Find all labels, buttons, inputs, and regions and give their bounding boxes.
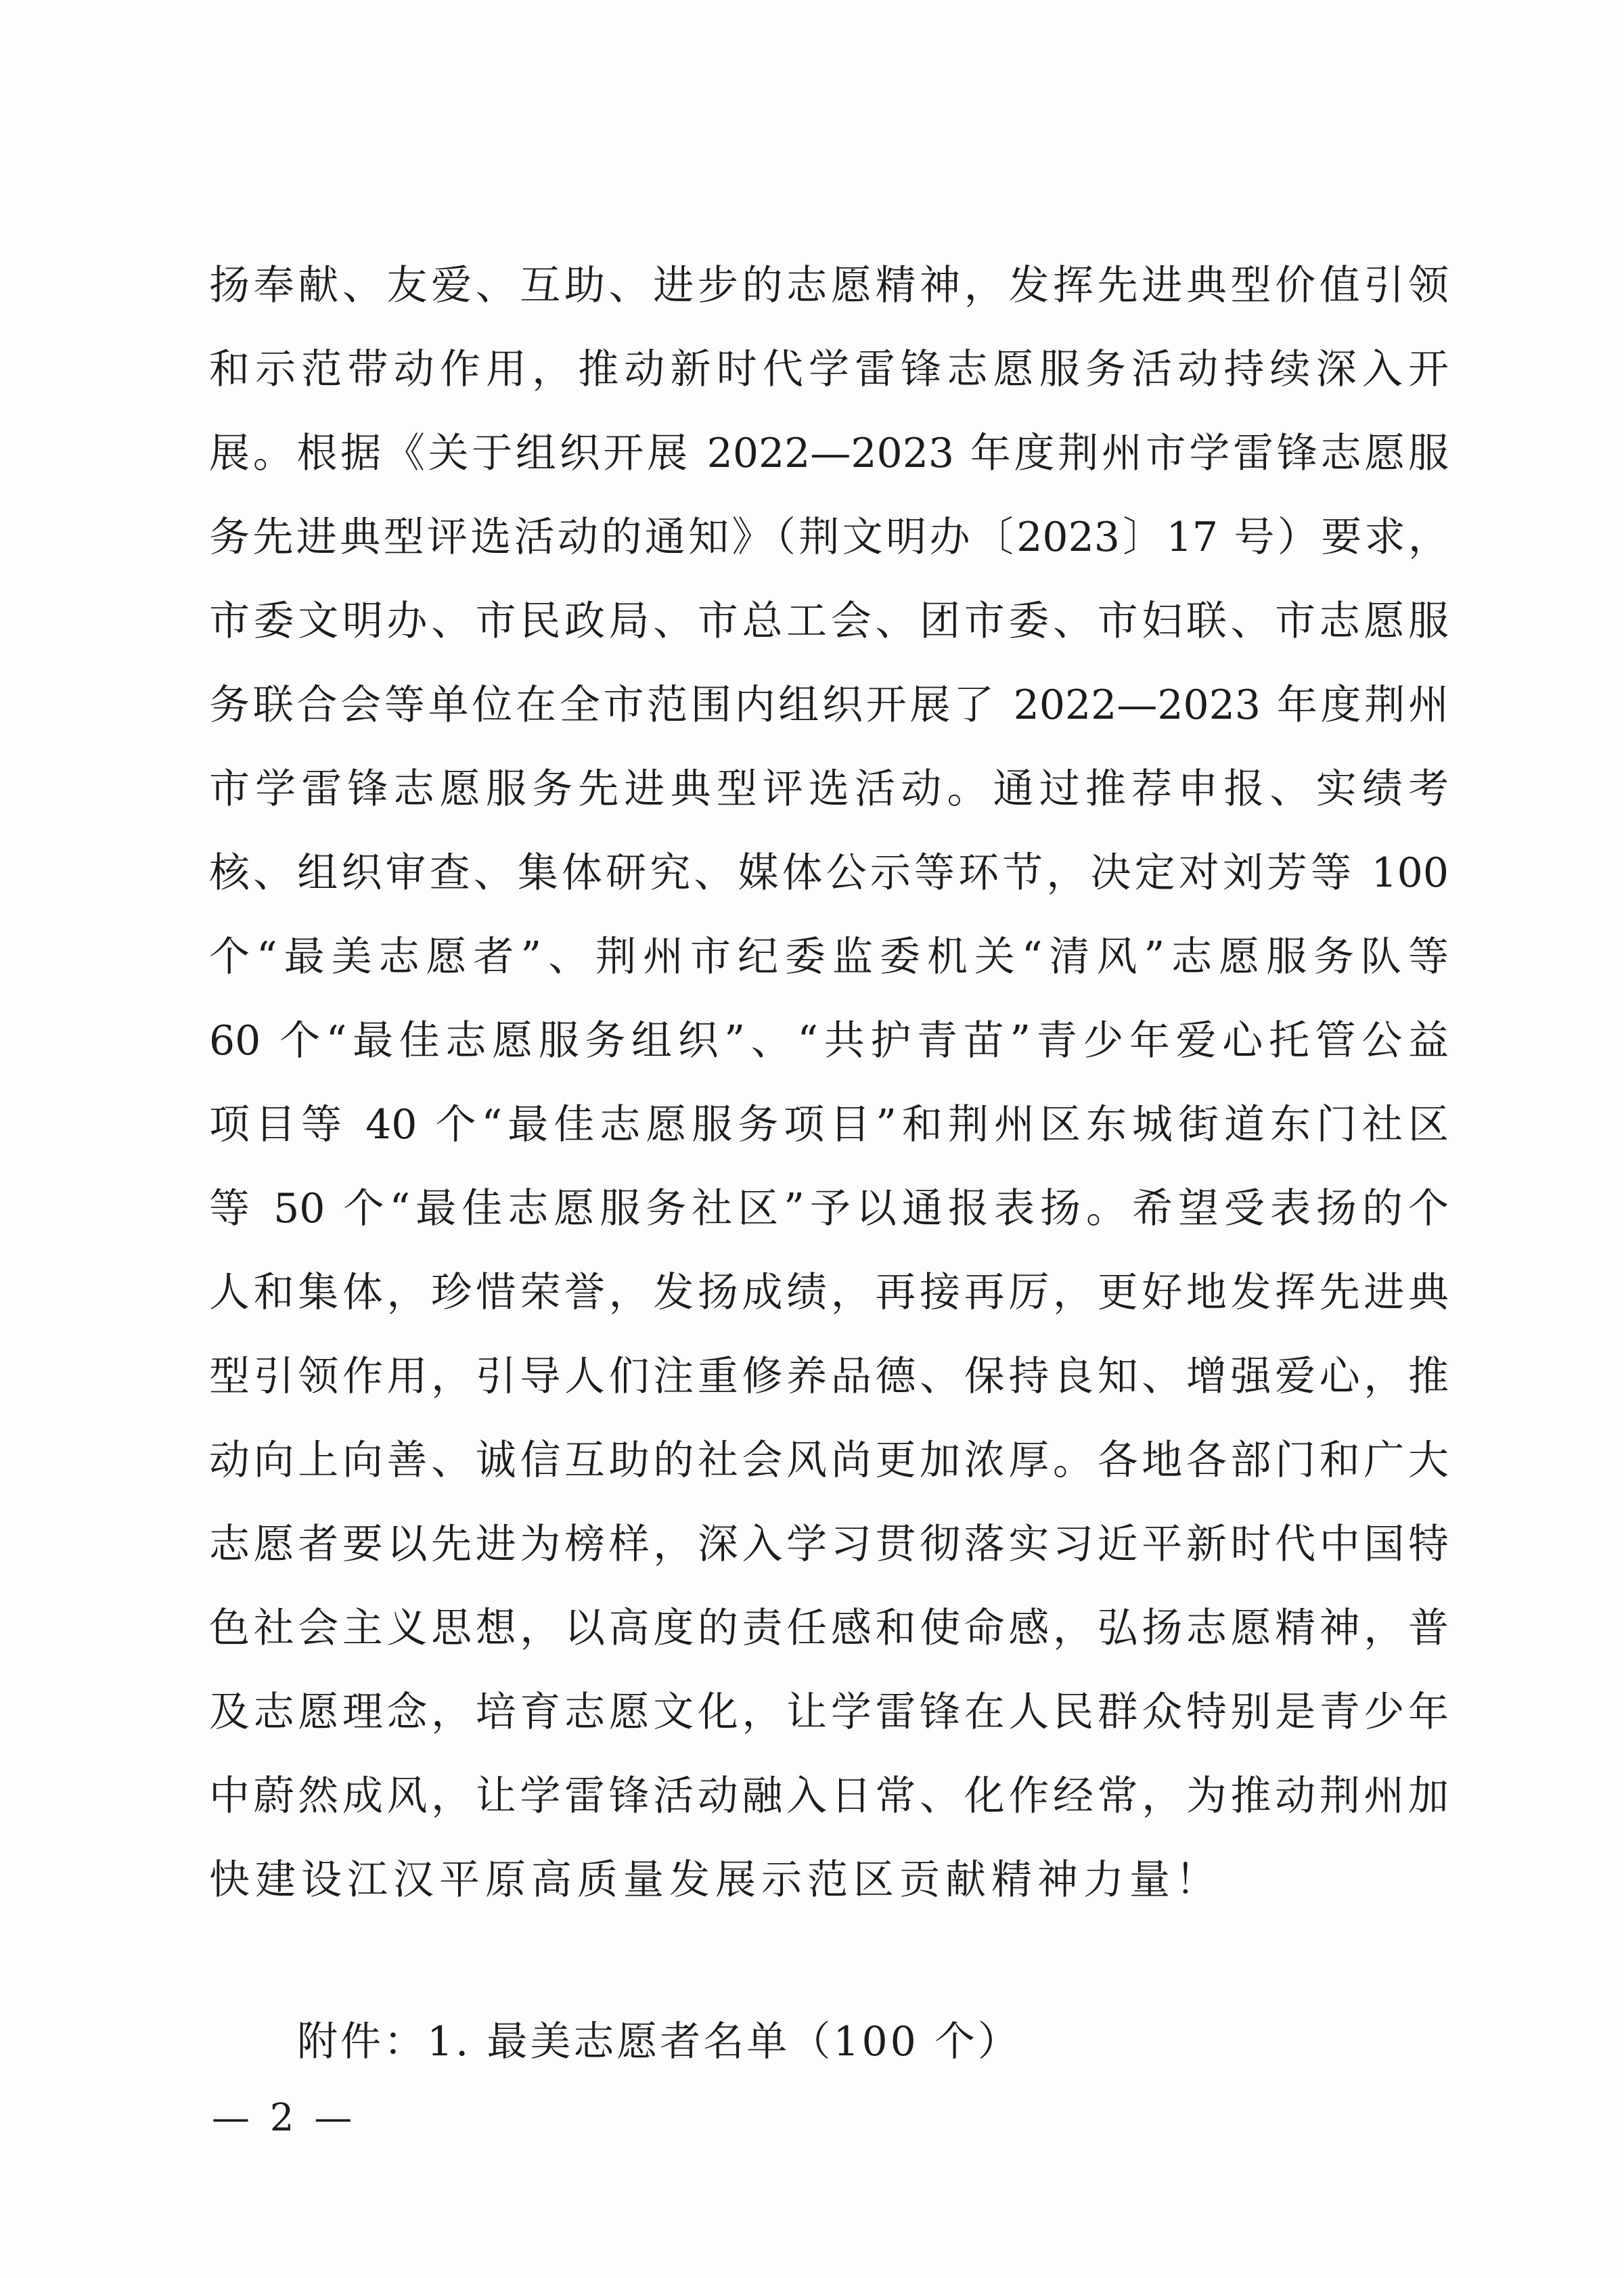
text-line: 个“最美志愿者”、荆州市纪委监委机关“清风”志愿服务队等	[209, 933, 1449, 981]
text-line: 动向上向善、诚信互助的社会风尚更加浓厚。各地各部门和广大	[209, 1437, 1449, 1484]
text-line: 人和集体，珍惜荣誉，发扬成绩，再接再厉，更好地发挥先进典	[209, 1269, 1449, 1316]
text-line: 快建设江汉平原高质量发展示范区贡献精神力量！	[209, 1856, 1221, 1904]
text-line: 色社会主义思想，以高度的责任感和使命感，弘扬志愿精神，普	[209, 1605, 1449, 1652]
text-line: 等 50 个“最佳志愿服务社区”予以通报表扬。希望受表扬的个	[209, 1185, 1449, 1232]
text-line: 展。根据《关于组织开展 2022—2023 年度荆州市学雷锋志愿服	[209, 430, 1449, 477]
text-line: 务联合会等单位在全市范围内组织开展了 2022—2023 年度荆州	[209, 682, 1449, 729]
text-line: 市委文明办、市民政局、市总工会、团市委、市妇联、市志愿服	[209, 598, 1449, 645]
text-line: 务先进典型评选活动的通知》（荆文明办〔2023〕17 号）要求，	[209, 514, 1449, 561]
text-line: 中蔚然成风，让学雷锋活动融入日常、化作经常，为推动荆州加	[209, 1772, 1449, 1820]
attachment-line: 附件：1. 最美志愿者名单（100 个）	[297, 2018, 1021, 2065]
text-line: 扬奉献、友爱、互助、进步的志愿精神，发挥先进典型价值引领	[209, 262, 1449, 309]
text-line: 和示范带动作用，推动新时代学雷锋志愿服务活动持续深入开	[209, 346, 1449, 393]
text-line: 项目等 40 个“最佳志愿服务项目”和荆州区东城街道东门社区	[209, 1101, 1449, 1148]
text-line: 市学雷锋志愿服务先进典型评选活动。通过推荐申报、实绩考	[209, 765, 1449, 813]
text-line: 核、组织审查、集体研究、媒体公示等环节，决定对刘芳等 100	[209, 849, 1449, 897]
body-paragraph	[209, 244, 1449, 1922]
text-line: 志愿者要以先进为榜样，深入学习贯彻落实习近平新时代中国特	[209, 1521, 1449, 1568]
text-line: 60 个“最佳志愿服务组织”、“共护青苗”青少年爱心托管公益	[209, 1017, 1449, 1065]
text-line: 型引领作用，引导人们注重修养品德、保持良知、增强爱心，推	[209, 1353, 1449, 1400]
text-line: 及志愿理念，培育志愿文化，让学雷锋在人民群众特别是青少年	[209, 1689, 1449, 1736]
page-number: — 2 —	[212, 2096, 357, 2140]
